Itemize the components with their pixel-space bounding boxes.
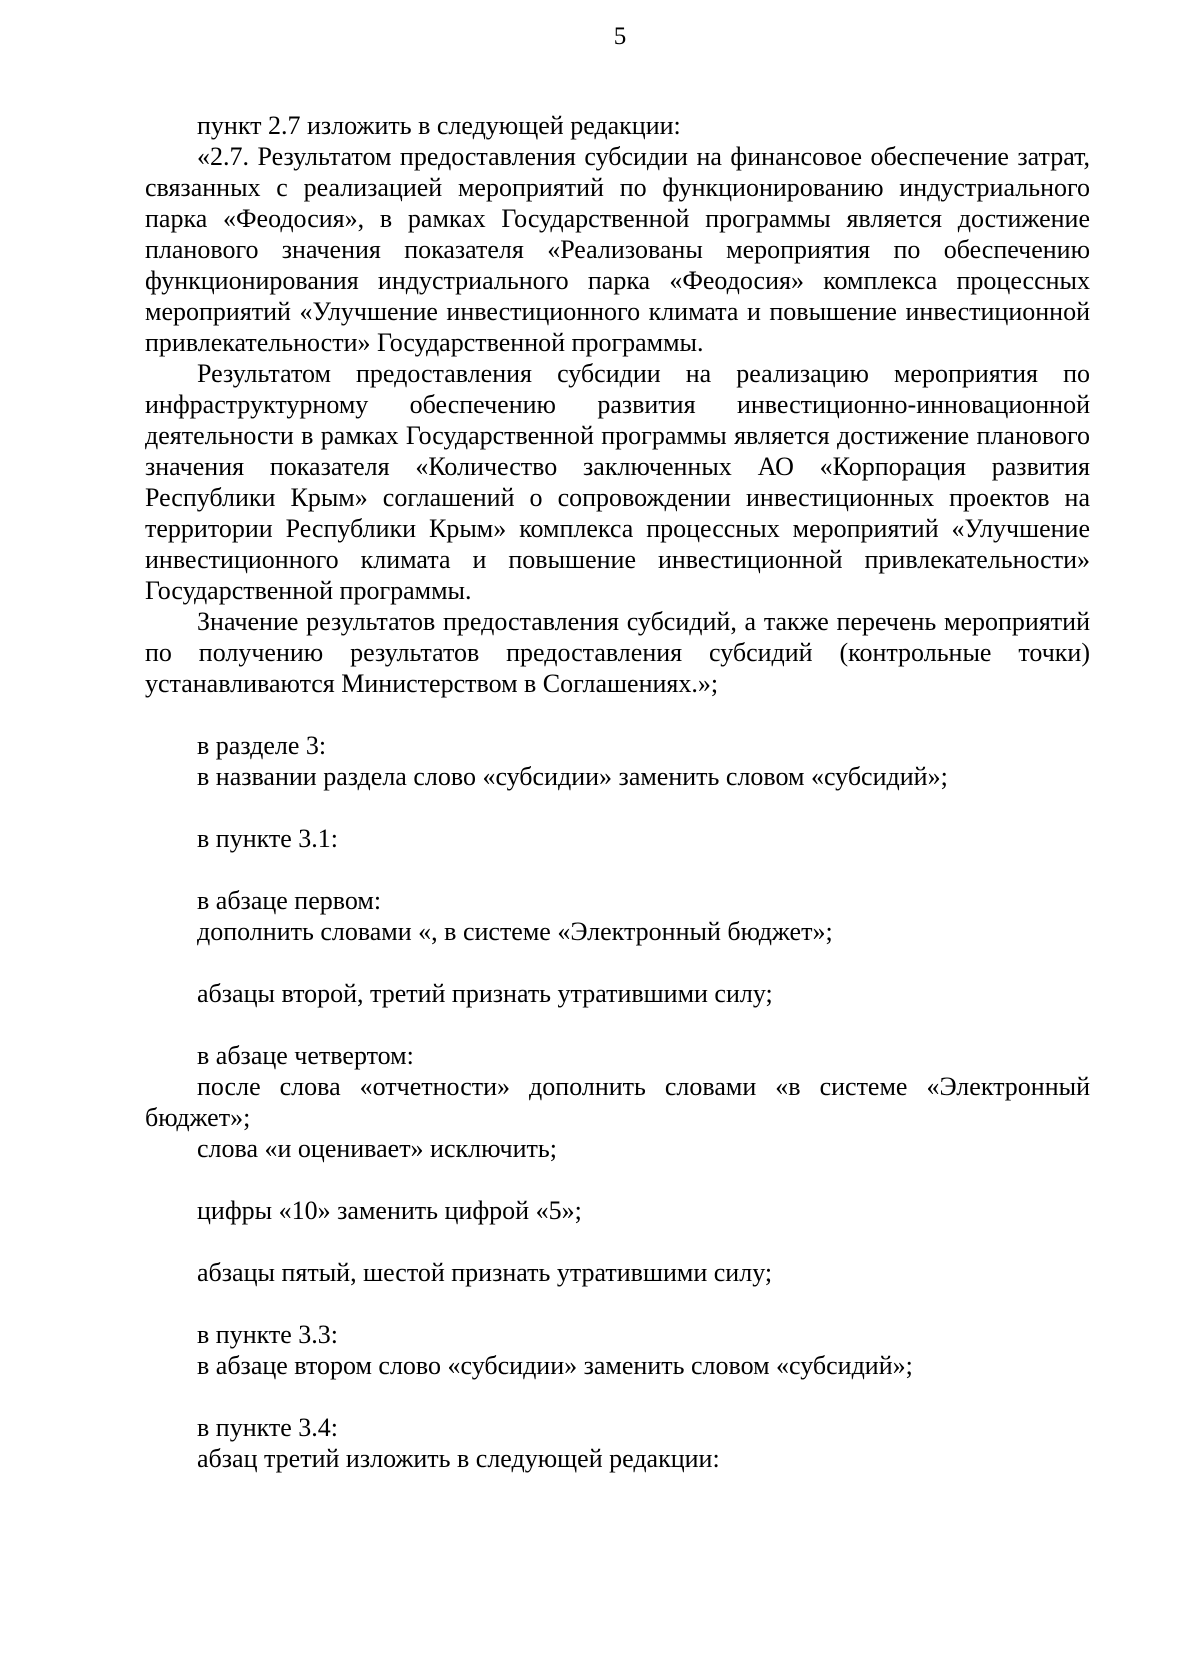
paragraph: в названии раздела слово «субсидии» заменить словом «субсидий»;: [197, 762, 948, 791]
paragraph: в абзаце втором слово «субсидии» заменить словом «субсидий»;: [197, 1351, 913, 1380]
paragraph: пункт 2.7 изложить в следующей редакции:: [197, 111, 681, 140]
paragraph: Значение результатов предоставления субсидий, а также перечень мероприятий по получению результатов предоставления субсидий (контрольные точки) устанавливаются Министерством в Соглашениях.»;: [145, 607, 1090, 698]
paragraph: слова «и оценивает» исключить;: [197, 1134, 557, 1163]
paragraph: цифры «10» заменить цифрой «5»;: [197, 1196, 582, 1225]
document-body: [145, 110, 1090, 1474]
paragraph: дополнить словами «, в системе «Электронный бюджет»;: [197, 917, 833, 946]
paragraph: «2.7. Результатом предоставления субсидии на финансовое обеспечение затрат, связанных с реализацией мероприятий по функционированию индустриального парка «Феодосия», в рамках Государственной программы является достижение планового значения показателя «Реализованы мероприятия по обеспечению функционирования индустриального парка «Феодосия» комплекса процессных мероприятий «Улучшение инвестиционного климата и повышение инвестиционной привлекательности» Государственной программы.: [145, 142, 1090, 357]
paragraph: абзацы пятый, шестой признать утратившими силу;: [197, 1258, 773, 1287]
page-number: 5: [613, 23, 627, 50]
paragraph: после слова «отчетности» дополнить словами «в системе «Электронный бюджет»;: [145, 1072, 1090, 1132]
paragraph: в абзаце четвертом:: [197, 1041, 414, 1070]
paragraph: абзац третий изложить в следующей редакции:: [197, 1444, 720, 1473]
paragraph: в пункте 3.1:: [197, 824, 339, 853]
paragraph: в пункте 3.3:: [197, 1320, 339, 1349]
paragraph: в абзаце первом:: [197, 886, 382, 915]
paragraph: в пункте 3.4:: [197, 1413, 339, 1442]
paragraph: абзацы второй, третий признать утратившими силу;: [197, 979, 773, 1008]
paragraph: в разделе 3:: [197, 731, 327, 760]
paragraph: Результатом предоставления субсидии на реализацию мероприятия по инфраструктурному обеспечению развития инвестиционно-инновационной деятельности в рамках Государственной программы является достижение планового значения показателя «Количество заключенных АО «Корпорация развития Республики Крым» соглашений о сопровождении инвестиционных проектов на территории Республики Крым» комплекса процессных мероприятий «Улучшение инвестиционного климата и повышение инвестиционной привлекательности» Государственной программы.: [145, 359, 1090, 605]
